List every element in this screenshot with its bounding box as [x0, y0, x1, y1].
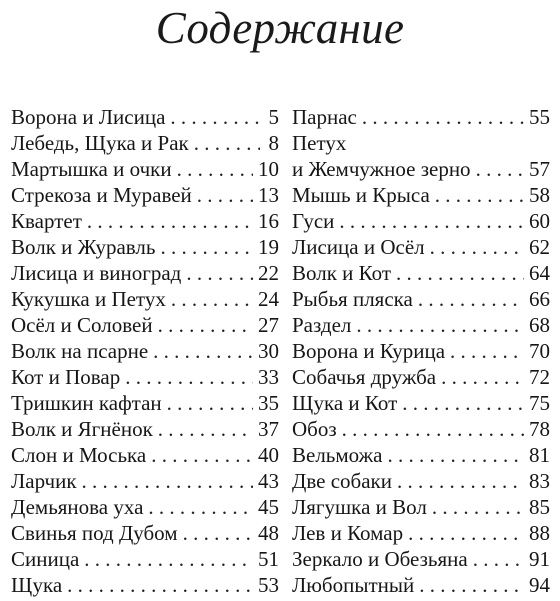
- toc-entry[interactable]: [11, 468, 279, 494]
- dot-leader: [67, 572, 253, 598]
- dot-leader: [177, 156, 253, 182]
- toc-entry-page: 53: [258, 573, 279, 597]
- toc-entry[interactable]: [292, 234, 550, 260]
- dot-leader: [430, 234, 524, 260]
- toc-entry-page: 35: [258, 391, 279, 415]
- toc-entry-page: 66: [529, 287, 550, 311]
- dot-leader: [435, 182, 524, 208]
- toc-entry-page: 27: [258, 313, 279, 337]
- toc-entry[interactable]: [292, 260, 550, 286]
- toc-entry-title: Собачья дружба: [292, 365, 437, 389]
- toc-entry-page: 88: [529, 521, 550, 545]
- dot-leader: [419, 572, 524, 598]
- toc-entry-page: 64: [529, 261, 550, 285]
- dot-leader: [441, 364, 524, 390]
- toc-entry-title: Волк и Ягнёнок: [11, 417, 153, 441]
- toc-entry-title: Синица: [11, 547, 80, 571]
- toc-entry-title: Две собаки: [292, 469, 392, 493]
- dot-leader: [167, 390, 253, 416]
- toc-entry[interactable]: [292, 104, 550, 130]
- dot-leader: [158, 416, 253, 442]
- toc-entry-title: Кот и Повар: [11, 365, 121, 389]
- toc-entry-page: 51: [258, 547, 279, 571]
- toc-entry-page: 81: [529, 443, 550, 467]
- toc-entry-title: Волк на псарне: [11, 339, 149, 363]
- dot-leader: [432, 494, 524, 520]
- dot-leader: [396, 260, 524, 286]
- toc-entry-page: 22: [258, 261, 279, 285]
- dot-leader: [186, 260, 253, 286]
- toc-entry-page: 45: [258, 495, 279, 519]
- toc-entry-title: Слон и Моська: [11, 443, 147, 467]
- toc-entry[interactable]: [11, 312, 279, 338]
- toc-entry-page: 33: [258, 365, 279, 389]
- dot-leader: [387, 442, 524, 468]
- toc-entry-page: 94: [529, 573, 550, 597]
- toc-entry[interactable]: [11, 572, 279, 598]
- toc-entry[interactable]: [11, 260, 279, 286]
- toc-entry[interactable]: [292, 182, 550, 208]
- toc-entry[interactable]: [11, 442, 279, 468]
- toc-entry-title: Обоз: [292, 417, 337, 441]
- toc-entry-page: 62: [529, 235, 550, 259]
- toc-entry-page: 72: [529, 365, 550, 389]
- toc-entry-title: Парнас: [292, 105, 357, 129]
- toc-entry-title: Лисица и виноград: [11, 261, 182, 285]
- toc-column-right: [292, 104, 550, 598]
- toc-entry-page: 55: [529, 105, 550, 129]
- toc-entry-title: Кукушка и Петух: [11, 287, 166, 311]
- toc-entry-page: 83: [529, 469, 550, 493]
- toc-column-left: [11, 104, 279, 598]
- toc-entry-title: Ворона и Курица: [292, 339, 446, 363]
- dot-leader: [397, 468, 524, 494]
- toc-entry-page: 10: [258, 157, 279, 181]
- dot-leader: [158, 312, 253, 338]
- toc-entry[interactable]: [11, 390, 279, 416]
- toc-entry[interactable]: [292, 312, 550, 338]
- dot-leader: [148, 494, 253, 520]
- toc-entry-title: Стрекоза и Муравей: [11, 183, 192, 207]
- toc-entry[interactable]: [292, 364, 550, 390]
- toc-entry[interactable]: [11, 338, 279, 364]
- dot-leader: [160, 234, 253, 260]
- toc-entry-title: и Жемчужное зерно: [292, 157, 471, 181]
- toc-entry[interactable]: [292, 468, 550, 494]
- dot-leader: [170, 104, 260, 130]
- toc-entry-page: 75: [529, 391, 550, 415]
- toc-entry[interactable]: [11, 546, 279, 572]
- toc-entry[interactable]: [11, 182, 279, 208]
- toc-entry[interactable]: [11, 494, 279, 520]
- toc-entry-title: Раздел: [292, 313, 352, 337]
- toc-entry[interactable]: [11, 156, 279, 182]
- toc-entry[interactable]: [292, 520, 550, 546]
- dot-leader: [476, 156, 524, 182]
- toc-entry-title: Волк и Кот: [292, 261, 392, 285]
- toc-entry[interactable]: [292, 156, 550, 182]
- dot-leader: [362, 104, 524, 130]
- toc-entry-title: Ларчик: [11, 469, 77, 493]
- toc-entry-page: 68: [529, 313, 550, 337]
- toc-entry[interactable]: [11, 416, 279, 442]
- toc-entry-title: Щука и Кот: [292, 391, 398, 415]
- toc-entry-page: 5: [268, 105, 279, 129]
- dot-leader: [473, 546, 524, 572]
- toc-entry[interactable]: [292, 416, 550, 442]
- toc-entry[interactable]: [11, 364, 279, 390]
- toc-entry[interactable]: [292, 494, 550, 520]
- toc-entry-title: Любопытный: [292, 573, 415, 597]
- dot-leader: [171, 286, 253, 312]
- toc-entry-page: 60: [529, 209, 550, 233]
- toc-entry-title: Вельможа: [292, 443, 383, 467]
- toc-entry[interactable]: [292, 130, 550, 156]
- toc-entry-title: Мышь и Крыса: [292, 183, 430, 207]
- toc-entry-title: Лев и Комар: [292, 521, 404, 545]
- dot-leader: [356, 312, 524, 338]
- dot-leader: [183, 520, 253, 546]
- toc-entry-title: Гуси: [292, 209, 335, 233]
- toc-entry-title: Свинья под Дубом: [11, 521, 178, 545]
- toc-entry-page: 40: [258, 443, 279, 467]
- toc-entry[interactable]: [292, 208, 550, 234]
- toc-entry[interactable]: [292, 442, 550, 468]
- dot-leader: [84, 546, 253, 572]
- toc-entry-title: Квартет: [11, 209, 82, 233]
- toc-entry-page: 48: [258, 521, 279, 545]
- dot-leader: [197, 182, 253, 208]
- toc-entry-page: 8: [268, 131, 279, 155]
- page-title: Содержание: [155, 3, 405, 53]
- toc-entry-page: 58: [529, 183, 550, 207]
- toc-entry[interactable]: [11, 130, 279, 156]
- toc-entry-page: 57: [529, 157, 550, 181]
- toc-entry[interactable]: [11, 286, 279, 312]
- toc-entry-title: Демьянова уха: [11, 495, 144, 519]
- toc-entry-page: 16: [258, 209, 279, 233]
- dot-leader: [450, 338, 524, 364]
- toc-entry[interactable]: [11, 234, 279, 260]
- dot-leader: [342, 416, 524, 442]
- dot-leader: [87, 208, 253, 234]
- toc-entry-page: 43: [258, 469, 279, 493]
- toc-entry-page: 85: [529, 495, 550, 519]
- toc-entry[interactable]: [11, 104, 279, 130]
- toc-entry-title: Волк и Журавль: [11, 235, 156, 259]
- toc-entry-title: Осёл и Соловей: [11, 313, 153, 337]
- dot-leader: [82, 468, 253, 494]
- toc-entry[interactable]: [11, 520, 279, 546]
- toc-entry[interactable]: [292, 572, 550, 598]
- toc-entry-title: Петух: [292, 131, 347, 155]
- toc-entry-page: 19: [258, 235, 279, 259]
- toc-entry-title: Зеркало и Обезьяна: [292, 547, 468, 571]
- toc-entry-page: 37: [258, 417, 279, 441]
- toc-entry-title: Рыбья пляска: [292, 287, 413, 311]
- dot-leader: [402, 390, 524, 416]
- toc-entry-title: Лебедь, Щука и Рак: [11, 131, 189, 155]
- dot-leader: [151, 442, 253, 468]
- dot-leader: [125, 364, 253, 390]
- toc-entry-page: 91: [529, 547, 550, 571]
- dot-leader: [153, 338, 253, 364]
- toc-entry[interactable]: [292, 338, 550, 364]
- toc-entry-title: Лягушка и Вол: [292, 495, 427, 519]
- toc-entry-page: 13: [258, 183, 279, 207]
- toc-entry-title: Тришкин кафтан: [11, 391, 162, 415]
- toc-entry-page: 70: [529, 339, 550, 363]
- toc-entry-page: 78: [529, 417, 550, 441]
- toc-entry-page: 30: [258, 339, 279, 363]
- toc-entry-page: 24: [258, 287, 279, 311]
- toc-entry-title: Щука: [11, 573, 63, 597]
- toc-entry-title: Лисица и Осёл: [292, 235, 425, 259]
- dot-leader: [418, 286, 524, 312]
- dot-leader: [339, 208, 524, 234]
- toc-entry-title: Мартышка и очки: [11, 157, 172, 181]
- toc-entry[interactable]: [292, 390, 550, 416]
- toc-entry[interactable]: [11, 208, 279, 234]
- toc-entry[interactable]: [292, 546, 550, 572]
- toc-entry-title: Ворона и Лисица: [11, 105, 166, 129]
- toc-entry[interactable]: [292, 286, 550, 312]
- dot-leader: [194, 130, 260, 156]
- dot-leader: [408, 520, 524, 546]
